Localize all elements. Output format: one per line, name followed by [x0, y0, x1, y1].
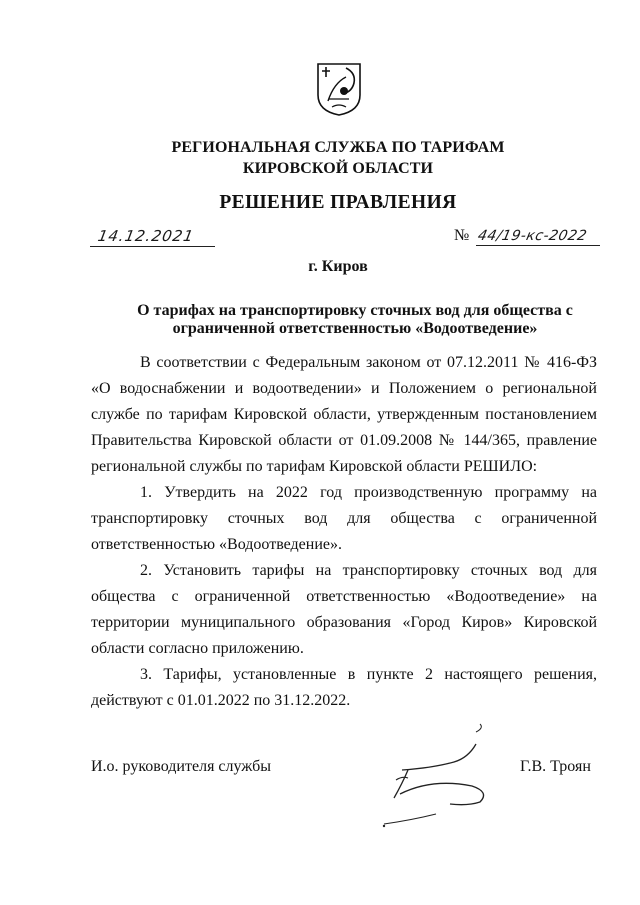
- number-underline: [476, 245, 600, 246]
- decision-number-field: [454, 226, 600, 246]
- signatory-role: И.о. руководителя службы: [91, 758, 272, 775]
- document-type: РЕШЕНИЕ ПРАВЛЕНИЯ: [219, 192, 457, 213]
- decision-item-2: 2. Установить тарифы на транспортировку сточных вод для общества с ограниченной ответственностью «Водоотведение» на территории муниципального образования «Город Киров» Кировской области согласно приложению.: [91, 562, 597, 657]
- city: г. Киров: [308, 258, 368, 275]
- subject-line-1: О тарифах на транспортировку сточных вод для общества с: [137, 302, 573, 319]
- signatory-name: Г.В. Троян: [520, 758, 591, 775]
- organization-name: [0, 137, 640, 179]
- handwritten-signature-icon: [372, 718, 502, 828]
- coat-of-arms-icon: [316, 61, 362, 117]
- decision-item-1: 1. Утвердить на 2022 год производственную программу на транспортировку сточных вод для общества с ограниченной ответственностью «Водоотведение».: [91, 484, 597, 553]
- subject-heading: [0, 302, 640, 338]
- decision-item-3: 3. Тарифы, установленные в пункте 2 настоящего решения, действуют с 01.01.2022 по 31.12.2022.: [91, 666, 597, 709]
- decision-date-field: [90, 226, 215, 247]
- org-line-2: КИРОВСКОЙ ОБЛАСТИ: [242, 160, 434, 177]
- preamble-paragraph: В соответствии с Федеральным законом от 07.12.2011 № 416-ФЗ «О водоснабжении и водоотведении» и Положением о региональной службе по тарифам Кировской области, утвержденным постановлением Правительства Кировской области от 01.09.2008 № 144/365, правление региональной службы по тарифам Кировской области РЕШИЛО:: [91, 354, 597, 475]
- subject-line-2: ограниченной ответственностью «Водоотведение»: [172, 320, 538, 337]
- number-sign: №: [454, 227, 470, 244]
- decision-body: [91, 350, 597, 714]
- org-line-1: РЕГИОНАЛЬНАЯ СЛУЖБА ПО ТАРИФАМ: [171, 139, 505, 156]
- decision-date: 14.12.2021: [96, 227, 196, 245]
- decision-number: 44/19-кс-2022: [476, 228, 589, 244]
